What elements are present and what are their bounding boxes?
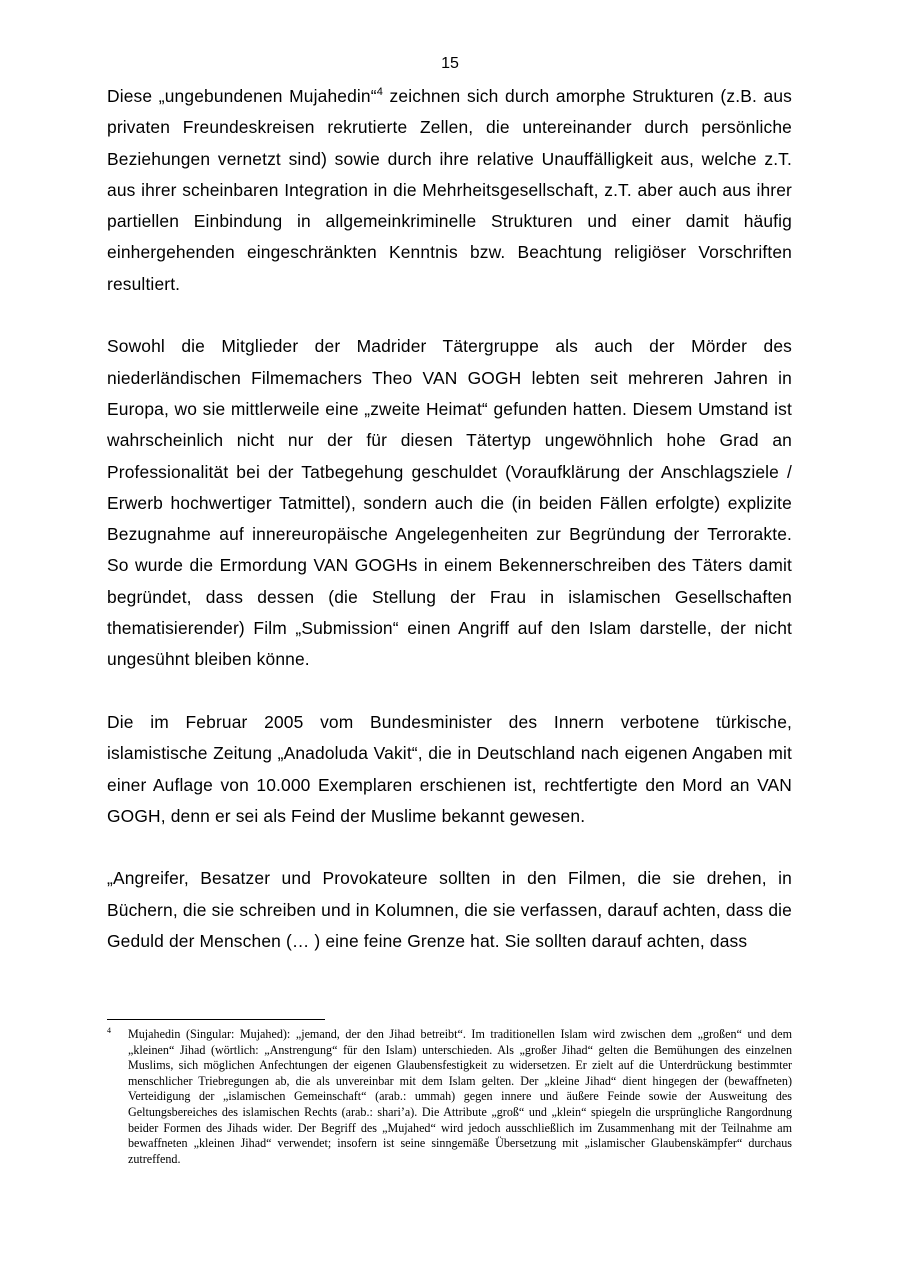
paragraph-1-start: Diese „ungebundenen Mujahedin“ bbox=[107, 86, 377, 106]
paragraph-3: Die im Februar 2005 vom Bundesminister des Innern verbotene türkische, islamistische Zeitung „Anadoluda Vakit“, die in Deutschland nach eigenen Angaben mit einer Auflage von 10.000 Exemplaren erschienen ist, rechtfertigte den Mord an VAN GOGH, denn er sei als Feind der Muslime bekannt gewesen. bbox=[107, 711, 792, 826]
footnote-number: 4 bbox=[107, 1026, 111, 1035]
footnote-text: Mujahedin (Singular: Mujahed): „jemand, der den Jihad betreibt“. Im traditionellen Islam wird zwischen dem „großen“ und dem „kleinen“ Jihad (wörtlich: „Anstrengung“ für den Islam) unterschieden. Als „großer Jihad“ gelten die Bemühungen des einzelnen Muslims, sich möglichen Anfechtungen der eigenen Glaubensfestigkeit zu widersetzen. Er zielt auf die Unterdrückung bestimmter menschlicher Triebregungen ab, die als unvereinbar mit dem Islam gelten. Der „kleine Jihad“ dient hingegen der (bewaffneten) Verteidigung der „islamischen Gemeinschaft“ (arab.: ummah) gegen innere und äußere Feinde sowie der Ausweitung des Geltungsbereiches des islamischen Rechts (arab.: shari’a). Die Attribute „groß“ und „klein“ spiegeln die ursprüngliche Rangordnung beider Formen des Jihads wider. Der Begriff des „Mujahed“ wird jedoch ausschließlich im Zusammenhang mit der Teilnahme am bewaffneten „kleinen Jihad“ verwendet; insofern ist seine sinngemäße Übersetzung mit „islamischer Glaubenskämpfer“ durchaus zutreffend. bbox=[128, 1027, 792, 1166]
paragraph-1-rest: zeichnen sich durch amorphe Strukturen (z.B. aus privaten Freundeskreisen rekrutierte Zellen, die untereinander durch persönliche Beziehungen vernetzt sind) sowie durch ihre relative Unauffälligkeit aus, welche z.T. aus ihrer scheinbaren Integration in die Mehrheitsgesellschaft, z.T. aber auch aus ihrer partiellen Einbindung in allgemeinkriminelle Strukturen und einer damit häufig einhergehenden eingeschränkten Kenntnis bzw. Beachtung religiöser Vorschriften resultiert. bbox=[107, 86, 792, 294]
paragraph-4: „Angreifer, Besatzer und Provokateure sollten in den Filmen, die sie drehen, in Büchern, die sie schreiben und in Kolumnen, die sie verfassen, darauf achten, dass die Geduld der Menschen (… ) eine feine Grenze hat. Sie sollten darauf achten, dass bbox=[107, 868, 792, 952]
footnote bbox=[107, 1027, 792, 1167]
footnote-separator bbox=[107, 1019, 325, 1020]
paragraph-2: Sowohl die Mitglieder der Madrider Tätergruppe als auch der Mörder des niederländischen Filmemachers Theo VAN GOGH lebten seit mehreren Jahren in Europa, wo sie mittlerweile eine „zweite Heimat“ gefunden hatten. Diesem Umstand ist wahrscheinlich nicht nur der für diesen Tätertyp ungewöhnlich hohe Grad an Professionalität bei der Tatbegehung geschuldet (Voraufklärung der Anschlagsziele / Erwerb hochwertiger Tatmittel), sondern auch die (in beiden Fällen erfolgte) explizite Bezugnahme auf innereuropäische Angelegenheiten zur Begründung der Terrorakte. So wurde die Ermordung VAN GOGHs in einem Bekennerschreiben des Täters damit begründet, dass dessen (die Stellung der Frau in islamischen Gesellschaften thematisierender) Film „Submission“ einen Angriff auf den Islam darstelle, der nicht ungesühnt bleiben könne. bbox=[107, 336, 792, 670]
page-number: 15 bbox=[441, 55, 459, 72]
body-text bbox=[107, 81, 792, 957]
footnote-reference[interactable]: 4 bbox=[376, 86, 383, 98]
paragraph-1 bbox=[107, 81, 792, 300]
